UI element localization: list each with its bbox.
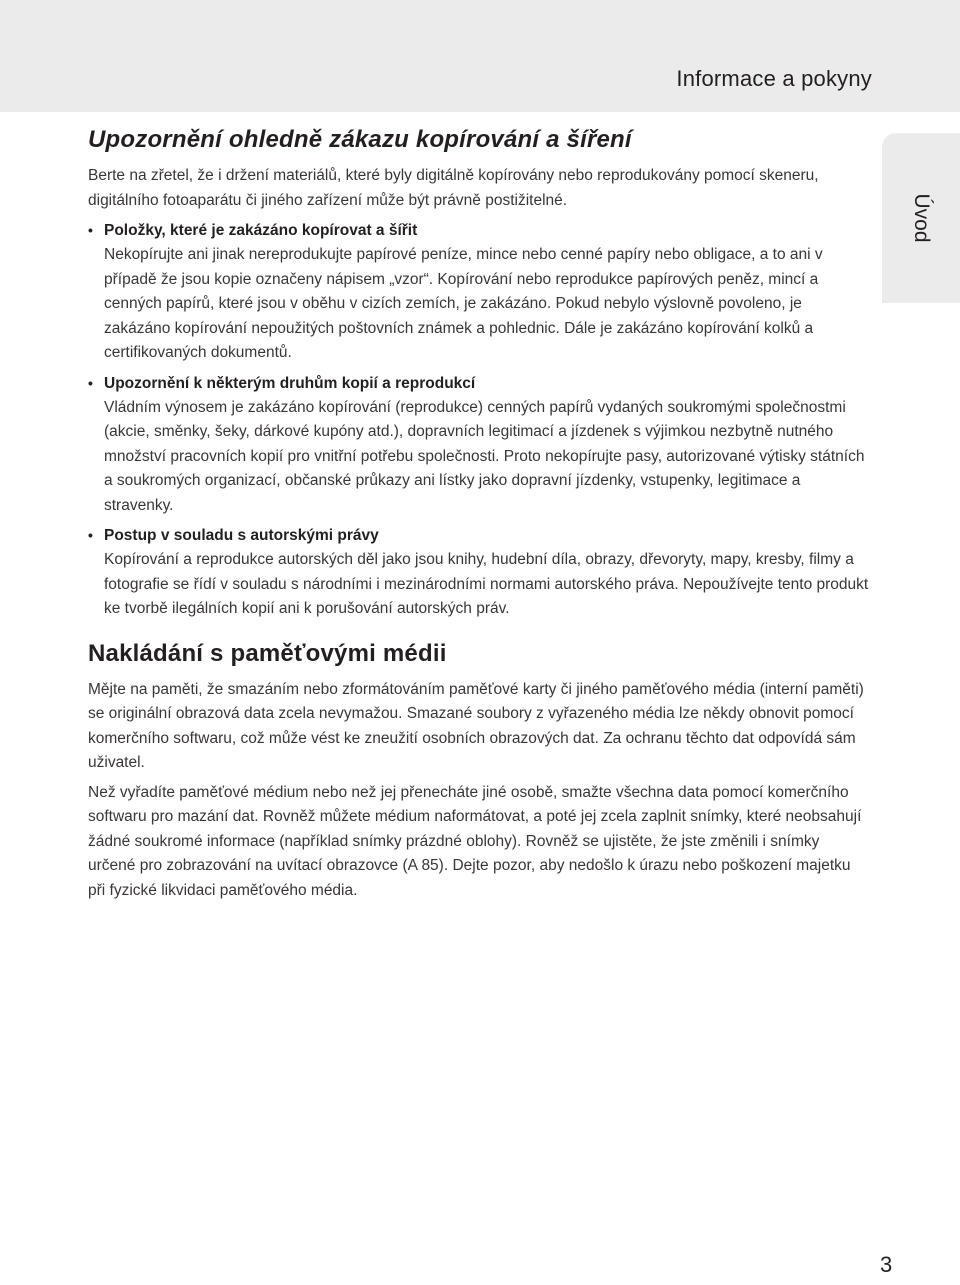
- chapter-side-tab: [882, 133, 960, 303]
- memory-media-paragraph-1: Mějte na paměti, že smazáním nebo zformátováním paměťové karty či jiného paměťového média (interní paměti) se originální obrazová data zcela nevymažou. Smazané soubory z vyřazeného média lze někdy obnovit pomocí komerčního softwaru, což může vést ke zneužití osobních obrazových dat. Za ochranu těchto dat odpovídá sám uživatel.: [88, 680, 864, 771]
- running-header-title: Informace a pokyny: [676, 66, 872, 91]
- bullet-icon: •: [88, 222, 93, 238]
- bullet-icon: •: [88, 527, 93, 543]
- page-number: 3: [880, 1252, 893, 1277]
- bullet-body: Kopírování a reprodukce autorských děl jako jsou knihy, hudební díla, obrazy, dřevoryty, mapy, kresby, filmy a fotografie se řídí v souladu s národními i mezinárodními normami autorského práva. Nepoužívejte tento produkt ke tvorbě ilegálních kopií ani k porušování autorských práv.: [104, 551, 869, 617]
- section-heading-copy-notice: Upozornění ohledně zákazu kopírování a šíření: [88, 126, 632, 153]
- bullet-body: Nekopírujte ani jinak nereprodukujte papírové peníze, mince nebo cenné papíry nebo obligace, a to ani v případě že jsou kopie označeny nápisem „vzor“. Kopírování nebo reprodukce papírových peněz, mincí a cenných papírů, které jsou v oběhu v cizích zemích, je zakázáno. Pokud nebylo výslovně povoleno, je zakázáno kopírování nepoužitých poštovních známek a pohlednic. Dále je zakázáno kopírování kolků a certifikovaných dokumentů.: [104, 246, 823, 361]
- bullet-item-copyright: [88, 524, 870, 622]
- chapter-side-tab-label: Úvod: [910, 193, 933, 243]
- section-heading-memory-media: Nakládání s paměťovými médii: [88, 639, 447, 667]
- bullet-item-copy-warning: [88, 372, 870, 519]
- page-content: [88, 118, 870, 908]
- copy-notice-bullet-list: [88, 219, 870, 622]
- bullet-item-prohibited-items: [88, 219, 870, 366]
- memory-media-paragraph-2: Než vyřadíte paměťové médium nebo než jej přenecháte jiné osobě, smažte všechna data pomocí komerčního softwaru pro mazání dat. Rovněž můžete médium naformátovat, a poté jej zcela zaplnit snímky, které neobsahují žádné soukromé informace (například snímky prázdné oblohy). Rovněž se ujistěte, že jste změnili i snímky určené pro zobrazování na uvítací obrazovce (A 85). Dejte pozor, aby nedošlo k úrazu nebo poškození majetku při fyzické likvidaci paměťového média.: [88, 783, 862, 899]
- bullet-title: Položky, které je zakázáno kopírovat a šířit: [104, 222, 418, 239]
- bullet-body: Vládním výnosem je zakázáno kopírování (reprodukce) cenných papírů vydaných soukromými společnostmi (akcie, směnky, šeky, dárkové kupóny atd.), dopravních legitimací a jízdenek s výjimkou nezbytně nutného množství pracovních kopií pro vnitřní potřebu společnosti. Proto nekopírujte pasy, autorizované výtisky státních a soukromých organizací, občanské průkazy ani lístky jako dopravní jízdenky, vstupenky, legitimace a stravenky.: [104, 398, 865, 514]
- header-band: [0, 0, 960, 112]
- bullet-title: Upozornění k některým druhům kopií a reprodukcí: [104, 374, 476, 392]
- bullet-title: Postup v souladu s autorskými právy: [104, 527, 379, 544]
- bullet-icon: •: [88, 374, 93, 391]
- copy-notice-intro: Berte na zřetel, že i držení materiálů, které byly digitálně kopírovány nebo reprodukovány pomocí skeneru, digitálního fotoaparátu či jiného zařízení může být právně postižitelné.: [88, 167, 819, 209]
